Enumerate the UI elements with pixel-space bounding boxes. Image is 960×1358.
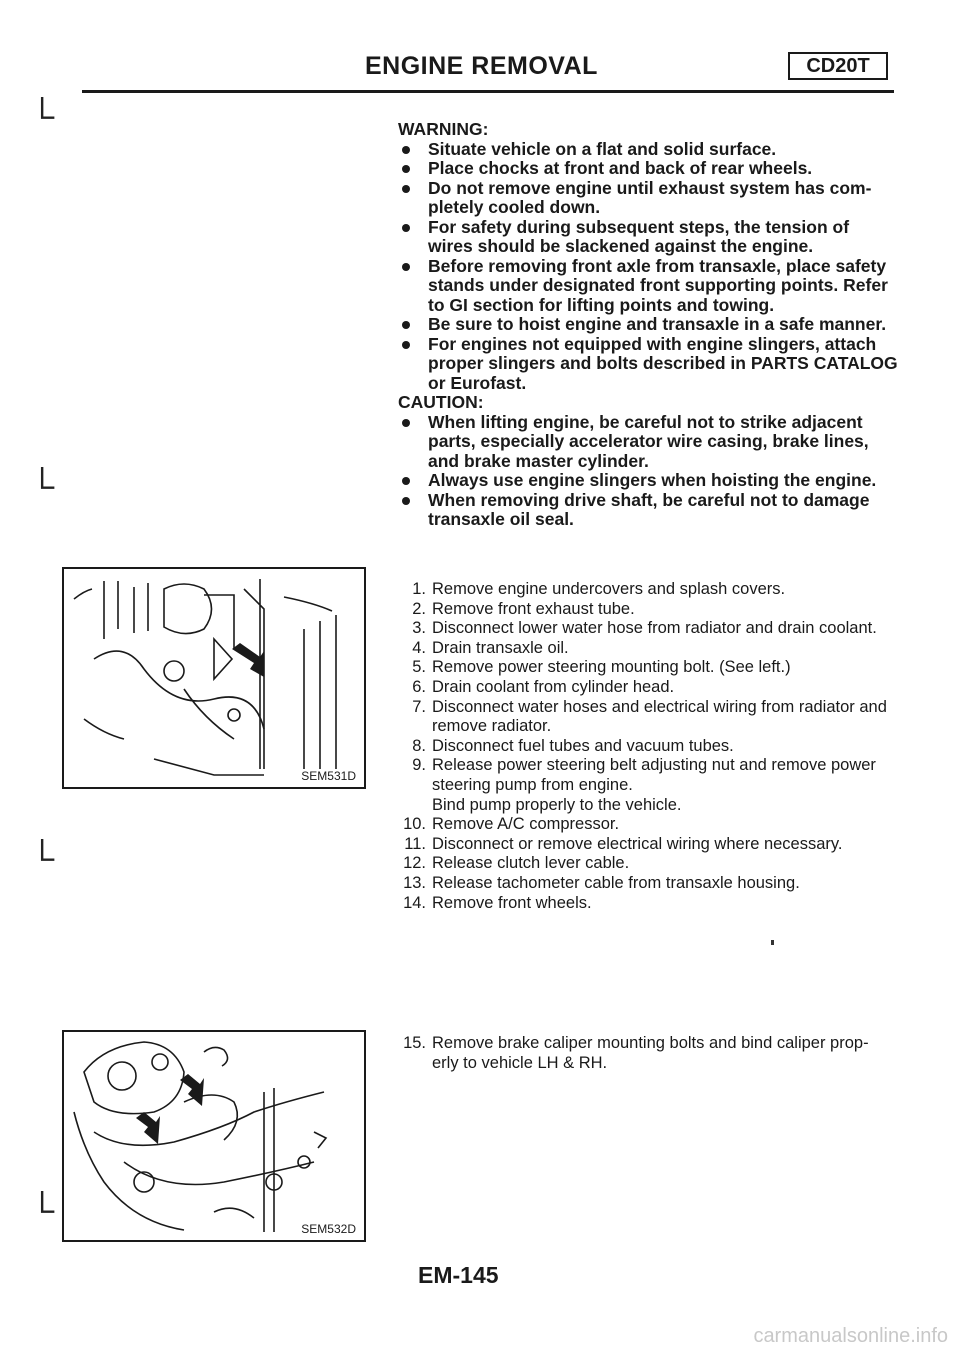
step-text: Disconnect water hoses and electrical wiring from radiator and remove radiator. — [432, 697, 887, 736]
list-item — [398, 600, 898, 620]
header-rule — [82, 90, 894, 93]
caution-heading: CAUTION: — [398, 392, 484, 412]
engine-bay-illustration — [64, 569, 364, 787]
step-number: 5. — [412, 658, 426, 677]
margin-mark: └ — [30, 1192, 55, 1230]
list-item: Place chocks at front and back of rear wheels. — [398, 159, 898, 179]
step-text: Remove front wheels. — [432, 893, 592, 912]
arrow-icon — [136, 1112, 160, 1144]
warning-heading: WARNING: — [398, 119, 489, 139]
warning-block — [398, 120, 898, 530]
step-text: Release power steering belt adjusting nut and remove power steering pump from engine. — [432, 756, 876, 794]
list-item — [398, 619, 898, 639]
step-text: Release tachometer cable from transaxle housing. — [432, 873, 800, 892]
list-item: Be sure to hoist engine and transaxle in a safe manner. — [398, 315, 898, 335]
list-item — [398, 1034, 898, 1073]
margin-mark: └ — [30, 98, 55, 136]
step-text: Remove brake caliper mounting bolts and bind caliper prop- erly to vehicle LH & RH. — [432, 1034, 869, 1072]
watermark: carmanualsonline.info — [753, 1325, 948, 1347]
step-text: Drain coolant from cylinder head. — [432, 677, 675, 696]
brake-caliper-illustration — [64, 1032, 364, 1240]
step-text: Disconnect fuel tubes and vacuum tubes. — [432, 736, 734, 755]
list-item — [398, 639, 898, 659]
procedure-step-15 — [398, 1034, 898, 1073]
figure-brake-caliper — [62, 1030, 366, 1242]
step-number: 2. — [412, 599, 426, 618]
step-number: 1. — [412, 580, 426, 598]
page-number: EM-145 — [418, 1262, 499, 1288]
step-number: 10. — [403, 815, 426, 834]
list-item: When lifting engine, be careful not to strike adjacent parts, especially accelerator wire casing, brake lines, and brake master cylinder. — [398, 413, 898, 472]
list-item: When removing drive shaft, be careful not to damage transaxle oil seal. — [398, 491, 898, 530]
list-item — [398, 698, 898, 737]
step-number: 7. — [412, 697, 426, 716]
step-number: 13. — [403, 873, 426, 892]
list-item: Do not remove engine until exhaust system has com- pletely cooled down. — [398, 179, 898, 218]
margin-mark: └ — [30, 468, 55, 506]
engine-code-badge: CD20T — [788, 52, 888, 80]
step-number: 6. — [412, 677, 426, 696]
arrow-icon — [180, 1074, 204, 1106]
margin-mark: └ — [30, 840, 55, 878]
step-text: Release clutch lever cable. — [432, 854, 630, 873]
step-number: 12. — [403, 854, 426, 873]
step-number: 14. — [403, 893, 426, 912]
page-title: ENGINE REMOVAL — [365, 52, 598, 80]
list-item — [398, 658, 898, 678]
step-number: 3. — [412, 619, 426, 638]
list-item — [398, 854, 898, 874]
figure-code: SEM531D — [301, 769, 356, 783]
figure-engine-bay — [62, 567, 366, 789]
step-number: 8. — [412, 736, 426, 755]
step-number: 9. — [412, 756, 426, 775]
list-item — [398, 874, 898, 894]
warning-list — [398, 140, 898, 394]
step-text: Remove A/C compressor. — [432, 815, 620, 834]
step-text: Remove engine undercovers and splash covers. — [432, 580, 786, 598]
step-text: Drain transaxle oil. — [432, 638, 569, 657]
figure-code: SEM532D — [301, 1222, 356, 1236]
list-item — [398, 894, 898, 914]
list-item — [398, 580, 898, 600]
caution-list — [398, 413, 898, 530]
step-text: Remove power steering mounting bolt. (See left.) — [432, 658, 791, 677]
procedure-steps — [398, 580, 898, 913]
list-item — [398, 835, 898, 855]
step-number: 11. — [404, 834, 426, 853]
list-item: For safety during subsequent steps, the tension of wires should be slackened against the engine. — [398, 218, 898, 257]
list-item: Always use engine slingers when hoisting the engine. — [398, 471, 898, 491]
list-item: Situate vehicle on a flat and solid surface. — [398, 140, 898, 160]
list-item — [398, 737, 898, 757]
list-item: For engines not equipped with engine slingers, attach proper slingers and bolts described in PARTS CATALOG or Eurofast. — [398, 335, 898, 394]
step-text: Remove front exhaust tube. — [432, 599, 635, 618]
step-number: 4. — [412, 638, 426, 657]
list-item — [398, 678, 898, 698]
stray-mark — [771, 940, 774, 945]
list-item — [398, 756, 898, 795]
step-text: Disconnect lower water hose from radiator and drain coolant. — [432, 619, 877, 638]
list-item: Before removing front axle from transaxle, place safety stands under designated front supporting points. Refer to GI section for lifting points and towing. — [398, 257, 898, 316]
step-note: Bind pump properly to the vehicle. — [432, 795, 682, 814]
step-number: 15. — [403, 1034, 426, 1052]
step-text: Disconnect or remove electrical wiring where necessary. — [432, 834, 843, 853]
list-item — [398, 815, 898, 835]
